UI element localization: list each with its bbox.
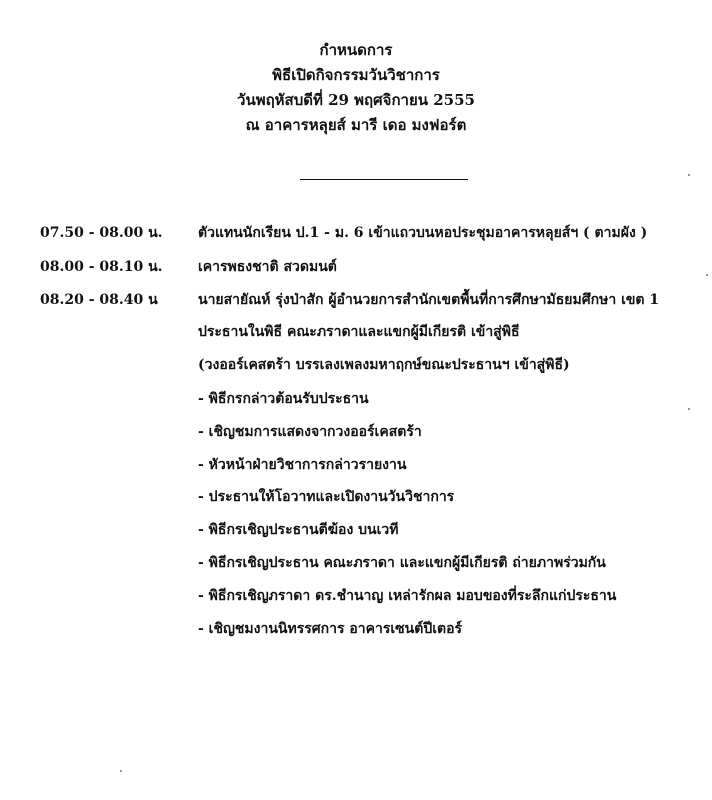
program-item: - พิธีกรเชิญประธานตีฆ้อง บนเวที (198, 522, 399, 538)
program-item: - พิธีกรกล่าวต้อนรับประธาน (198, 391, 369, 407)
program-item: - พิธีกรเชิญประธาน คณะภราดา และแขกผู้มีเกียรติ ถ่ายภาพร่วมกัน (198, 555, 606, 571)
scan-speck (120, 770, 122, 772)
program-item: - เชิญชมการแสดงจากวงออร์เคสตร้า (198, 424, 422, 440)
schedule-time: 07.50 - 08.00 น. (40, 225, 163, 241)
program-item: - พิธีกรเชิญภราดา ดร.ชำนาญ เหล่ารักผล มอบของที่ระลึกแก่ประธาน (198, 588, 617, 604)
schedule-description: ตัวแทนนักเรียน ป.1 - ม. 6 เข้าแถวบนหอประชุมอาคารหลุยส์ฯ ( ตามผัง ) (198, 225, 648, 241)
program-item: - เชิญชมงานนิทรรศการ อาคารเซนต์ปีเตอร์ (198, 621, 463, 637)
schedule-description: นายสายัณห์ รุ่งป่าสัก ผู้อำนวยการสำนักเขตพื้นที่การศึกษามัธยมศึกษา เขต 1 (198, 292, 660, 308)
scan-speck (688, 408, 690, 410)
header-divider (300, 179, 468, 180)
schedule-description: เคารพธงชาติ สวดมนต์ (198, 259, 337, 275)
schedule-continuation: ประธานในพิธี คณะภราดาและแขกผู้มีเกียรติ เข้าสู่พิธี (198, 324, 520, 340)
scan-speck (688, 174, 690, 176)
program-item: - หัวหน้าฝ่ายวิชาการกล่าวรายงาน (198, 457, 407, 473)
header-event-name: พิธีเปิดกิจกรรมวันวิชาการ (272, 66, 440, 84)
header-title: กำหนดการ (319, 41, 393, 59)
schedule-time: 08.00 - 08.10 น. (40, 259, 163, 275)
schedule-continuation: (วงออร์เคสตร้า บรรเลงเพลงมหาฤกษ์ขณะประธานฯ เข้าสู่พิธี) (198, 357, 570, 373)
document-header (0, 38, 712, 138)
header-venue: ณ อาคารหลุยส์ มารี เดอ มงฟอร์ต (245, 116, 467, 134)
header-date: วันพฤหัสบดีที่ 29 พฤศจิกายน 2555 (237, 91, 475, 109)
scan-speck (706, 274, 708, 276)
program-item: - ประธานให้โอวาทและเปิดงานวันวิชาการ (198, 489, 455, 505)
schedule-time: 08.20 - 08.40 น (40, 292, 158, 308)
